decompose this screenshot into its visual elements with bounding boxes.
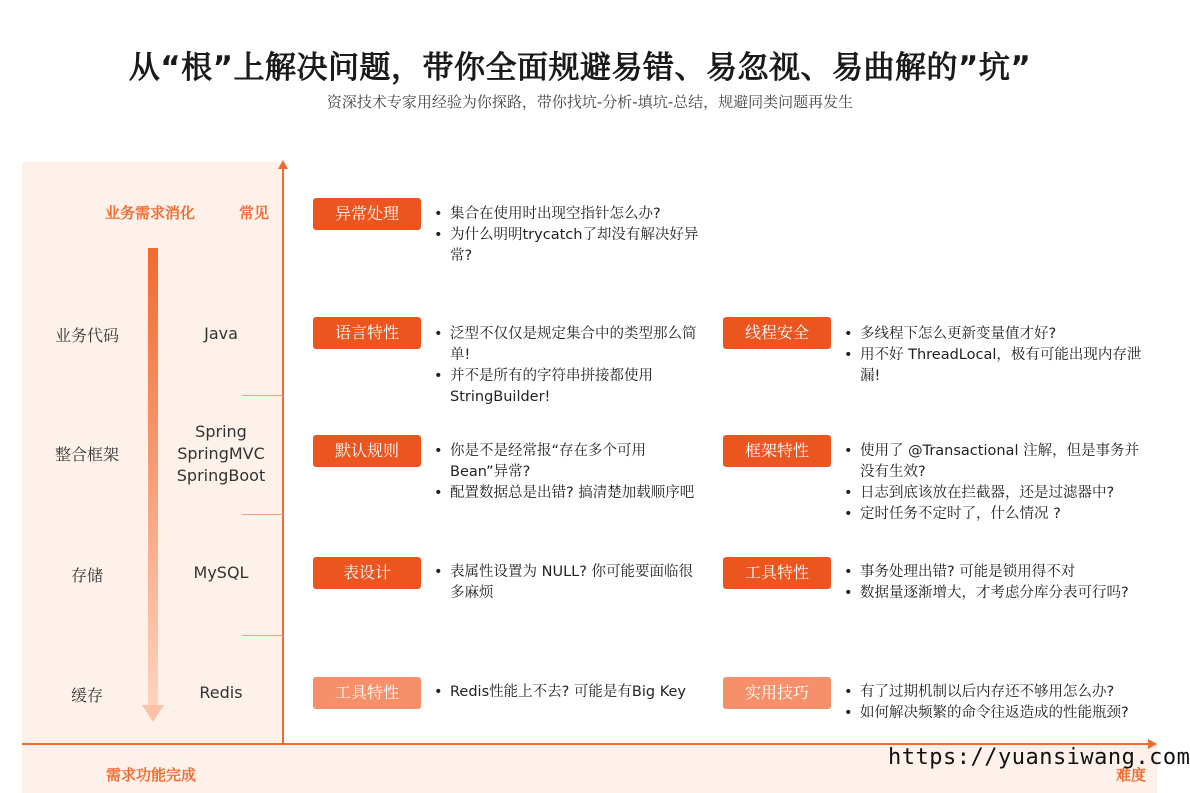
tag-language-features: 语言特性: [313, 317, 421, 349]
list-item: • 使用了 @Transactional 注解，但是事务并没有生效?: [844, 441, 1149, 483]
tag-practical-tips: 实用技巧: [723, 677, 831, 709]
card-bullets: [434, 682, 714, 703]
top-left-label: 业务需求消化: [105, 204, 196, 222]
down-arrow-icon: [142, 705, 164, 722]
card-bullets: [434, 324, 704, 408]
list-item: • 日志到底该放在拦截器，还是过滤器中?: [844, 483, 1149, 504]
list-item: • 定时任务不定时了，什么情况 ?: [844, 504, 1149, 525]
list-item: • 你是不是经常报“存在多个可用Bean”异常?: [434, 441, 704, 483]
y-axis-arrow-icon: [278, 160, 288, 169]
category-label: 缓存: [70, 686, 103, 705]
page-subtitle: 资深技术专家用经验为你探路，带你找坑-分析-填坑-总结，规避同类问题再发生: [326, 93, 854, 111]
watermark-url: https://yuansiwang.com: [888, 745, 1190, 770]
list-item: • 并不是所有的字符串拼接都使用StringBuilder!: [434, 366, 704, 408]
card-bullets: [844, 441, 1149, 525]
tag-table-design: 表设计: [313, 557, 421, 589]
list-item: • 如何解决频繁的命令往返造成的性能瓶颈?: [844, 703, 1149, 724]
row-divider: [242, 514, 283, 515]
list-item: • 配置数据总是出错? 搞清楚加载顺序吧: [434, 483, 704, 504]
tag-default-rules: 默认规则: [313, 435, 421, 467]
page-title: 从“根”上解决问题，带你全面规避易错、易忽视、易曲解的”坑”: [128, 50, 1032, 86]
tag-exception-handling: 异常处理: [313, 198, 421, 230]
list-item: • 多线程下怎么更新变量值才好?: [844, 324, 1144, 345]
row-divider: [242, 635, 283, 636]
list-item: • 事务处理出错? 可能是锁用得不对: [844, 562, 1149, 583]
tag-tool-features: 工具特性: [723, 557, 831, 589]
category-label: 业务代码: [54, 326, 119, 345]
bottom-left-label: 需求功能完成: [106, 766, 197, 784]
list-item: • 为什么明明trycatch了却没有解决好异常?: [434, 225, 704, 267]
list-item: • 数据量逐渐增大，才考虑分库分表可行吗?: [844, 583, 1149, 604]
tech-label: MySQL: [193, 563, 249, 582]
list-item: • 泛型不仅仅是规定集合中的类型那么简单!: [434, 324, 704, 366]
row-divider: [242, 395, 283, 396]
x-axis-label: 难度: [1116, 766, 1147, 784]
card-bullets: [844, 324, 1144, 387]
card-bullets: [434, 562, 704, 604]
list-item: • 用不好 ThreadLocal，极有可能出现内存泄漏!: [844, 345, 1144, 387]
card-bullets: [434, 204, 704, 267]
tag-thread-safety: 线程安全: [723, 317, 831, 349]
list-item: • 集合在使用时出现空指针怎么办?: [434, 204, 704, 225]
tech-label: Spring SpringMVC SpringBoot: [176, 422, 266, 485]
tech-label: Java: [204, 324, 238, 343]
card-bullets: [434, 441, 704, 504]
tag-framework-features: 框架特性: [723, 435, 831, 467]
tag-tool-features-redis: 工具特性: [313, 677, 421, 709]
category-label: 整合框架: [54, 445, 119, 464]
category-label: 存储: [70, 566, 103, 585]
list-item: • 有了过期机制以后内存还不够用怎么办?: [844, 682, 1149, 703]
card-bullets: [844, 682, 1149, 724]
y-axis-label: 常见: [239, 204, 270, 222]
card-bullets: [844, 562, 1149, 604]
tech-label: Redis: [199, 683, 243, 702]
list-item: • Redis性能上不去? 可能是有Big Key: [434, 682, 714, 703]
list-item: • 表属性设置为 NULL? 你可能要面临很多麻烦: [434, 562, 704, 604]
